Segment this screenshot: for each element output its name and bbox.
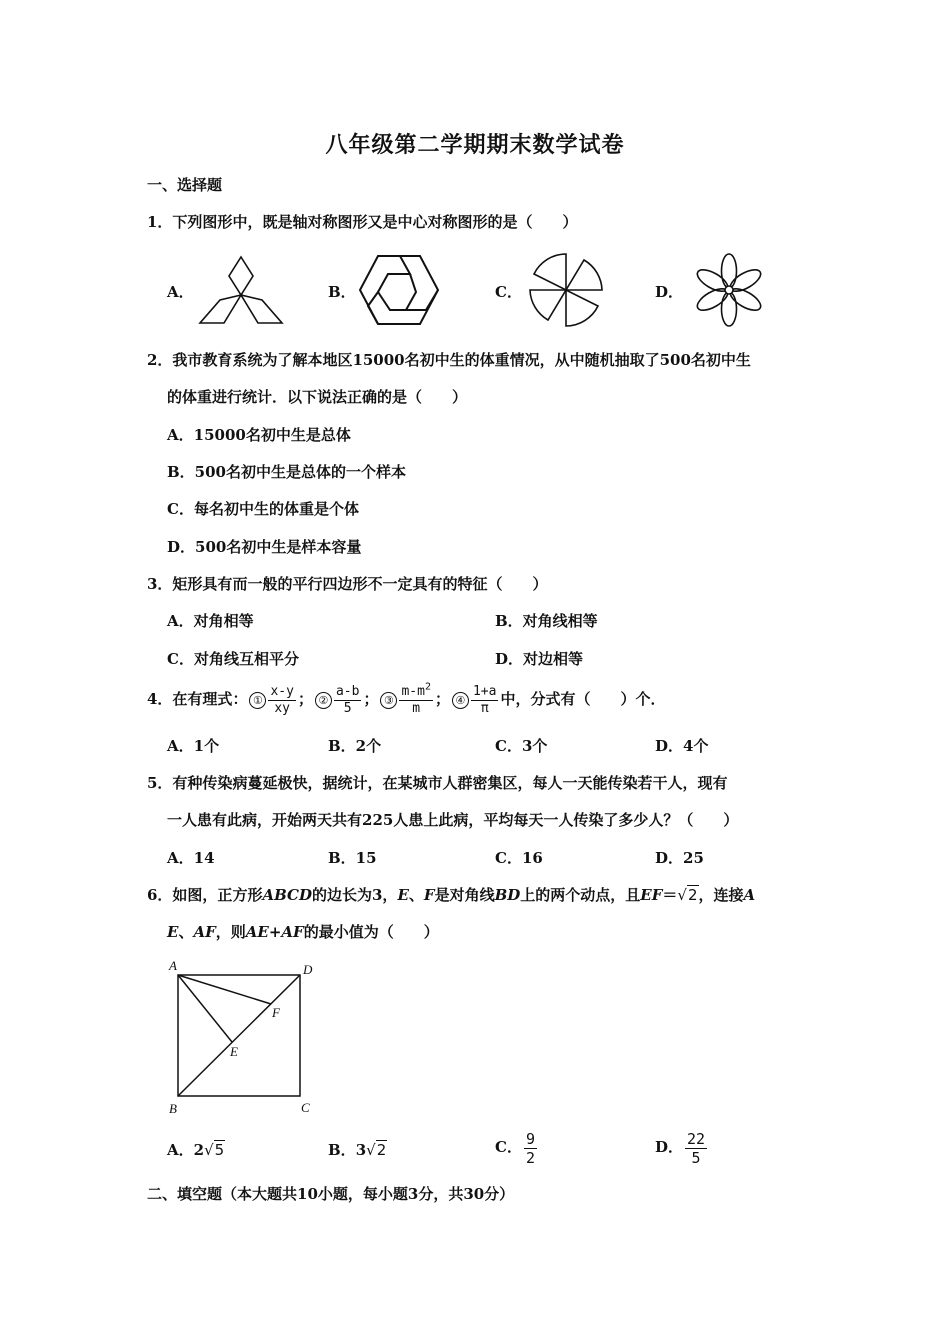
question-6-line-2 <box>167 921 439 942</box>
q4-prefix: 4．在有理式： <box>147 690 248 708</box>
q6-l2-text-2: ，则 <box>215 923 246 941</box>
q2-option-c: C．每名初中生的体重是个体 <box>167 500 359 518</box>
q6-opt-d-denominator: 5 <box>691 1148 701 1167</box>
q4-sep-2: ； <box>363 690 379 708</box>
q6-l2-var-sum: AE+AF <box>245 923 304 941</box>
q4-num-3: ③ <box>380 692 397 709</box>
q6-sqrt-2: √2 <box>677 886 698 904</box>
q6-option-d <box>655 1129 709 1167</box>
q6-opt-a-radicand: 5 <box>214 1141 225 1159</box>
q6-opt-b-coef: 3 <box>355 1141 367 1159</box>
label-d: D <box>303 962 313 977</box>
question-5-line-1: 5．有种传染病蔓延极快，据统计，在某城市人群密集区，每人一天能传染若干人，现有 <box>147 774 728 792</box>
q1-figure-b-rotational-hexagon <box>358 252 440 328</box>
q6-text-2: 的边长为3， <box>312 886 398 904</box>
label-b: B <box>169 1101 177 1116</box>
q1-figure-a-three-rhombi <box>198 255 284 327</box>
q4-f1-denominator: xy <box>274 700 291 716</box>
q4-fraction-4 <box>471 684 498 717</box>
segment-af <box>178 975 271 1004</box>
q5-option-c: C．16 <box>495 849 543 867</box>
q6-var-abcd: ABCD <box>262 886 312 904</box>
q6-var-ef: EF <box>640 886 663 904</box>
q4-f3-numerator-base: m-m <box>401 683 425 699</box>
q2-option-a: A．15000名初中生是总体 <box>167 426 351 444</box>
q4-num-4: ④ <box>452 692 469 709</box>
question-3-stem: 3．矩形具有而一般的平行四边形不一定具有的特征（ ） <box>147 575 548 593</box>
question-6-line-1 <box>147 884 755 905</box>
q6-l2-text-1: 、 <box>178 923 194 941</box>
q1-figure-d-flower <box>688 250 770 330</box>
q4-f2-denominator: 5 <box>343 700 352 716</box>
question-1-stem: 1．下列图形中，既是轴对称图形又是中心对称图形的是（ ） <box>147 213 578 231</box>
q6-option-c <box>495 1129 539 1167</box>
q6-opt-b-sqrt: √2 <box>366 1141 387 1159</box>
q4-f3-numerator <box>399 681 433 701</box>
q4-fraction-2 <box>334 684 361 717</box>
q3-option-d: D．对边相等 <box>495 650 584 668</box>
q2-option-d: D．500名初中生是样本容量 <box>167 538 362 556</box>
q1-option-b-label: B． <box>328 283 356 301</box>
q6-text-3: 、 <box>408 886 424 904</box>
q4-suffix: 中，分式有（ ）个． <box>500 690 666 708</box>
q3-option-a: A．对角相等 <box>167 612 254 630</box>
q6-opt-d-label: D． <box>655 1138 684 1156</box>
q6-opt-b-radicand: 2 <box>376 1141 387 1159</box>
q4-f3-exponent: 2 <box>424 681 431 693</box>
q6-text-7: ，连接 <box>698 886 744 904</box>
q1-option-a-label: A． <box>167 283 194 301</box>
q6-var-a: A <box>743 886 756 904</box>
question-5-line-2: 一人患有此病，开始两天共有225人患上此病，平均每天一人传染了多少人？（ ） <box>167 811 739 829</box>
label-e: E <box>230 1044 238 1059</box>
q3-option-c: C．对角线互相平分 <box>167 650 299 668</box>
q5-option-b: B．15 <box>328 849 377 867</box>
q3-option-b: B．对角线相等 <box>495 612 598 630</box>
q1-figure-c-pinwheel <box>526 252 606 328</box>
question-2-line-2: 的体重进行统计．以下说法正确的是（ ） <box>167 388 468 406</box>
q4-f4-denominator: π <box>480 700 489 716</box>
q4-fraction-3 <box>399 681 433 717</box>
q4-option-a: A．1个 <box>167 737 220 755</box>
q4-sep-3: ； <box>434 690 450 708</box>
q6-l2-var-e: E <box>167 923 179 941</box>
q6-opt-a-sqrt: √5 <box>204 1141 225 1159</box>
q6-text-6: ＝ <box>662 886 678 904</box>
q6-l2-var-af: AF <box>193 923 216 941</box>
q4-f4-numerator: 1+a <box>472 683 497 699</box>
q1-option-d-label: D． <box>655 283 684 301</box>
q6-sqrt-2-radicand: 2 <box>687 886 698 904</box>
q6-opt-c-fraction <box>524 1130 537 1167</box>
q6-opt-d-numerator: 22 <box>687 1129 706 1148</box>
question-4-stem <box>147 681 665 717</box>
page-title: 八年级第二学期期末数学试卷 <box>325 132 625 158</box>
label-f: F <box>272 1005 280 1020</box>
q6-text-1: 6．如图，正方形 <box>147 886 263 904</box>
label-c: C <box>301 1100 310 1115</box>
q6-option-a <box>167 1139 225 1160</box>
q6-opt-c-denominator: 2 <box>525 1148 535 1167</box>
q4-option-b: B．2个 <box>328 737 382 755</box>
q4-f1-numerator: x-y <box>270 683 294 699</box>
q2-option-b: B．500名初中生是总体的一个样本 <box>167 463 406 481</box>
q6-text-4: 是对角线 <box>434 886 495 904</box>
q4-num-1: ① <box>249 692 266 709</box>
section-heading-fill-in: 二、填空题（本大题共10小题，每小题3分，共30分） <box>147 1185 515 1203</box>
q6-var-e: E <box>397 886 409 904</box>
q6-opt-a-label: A． <box>167 1141 194 1159</box>
q6-option-b <box>328 1139 387 1160</box>
segment-ae <box>178 975 232 1042</box>
q5-option-a: A．14 <box>167 849 215 867</box>
q4-option-c: C．3个 <box>495 737 548 755</box>
q4-option-d: D．4个 <box>655 737 709 755</box>
q6-opt-a-coef: 2 <box>193 1141 205 1159</box>
q4-sep-1: ； <box>297 690 313 708</box>
q6-var-bd: BD <box>494 886 521 904</box>
section-heading-choice: 一、选择题 <box>147 176 223 194</box>
q6-l2-text-3: 的最小值为（ ） <box>303 923 439 941</box>
q5-option-d: D．25 <box>655 849 704 867</box>
diagonal-bd <box>178 975 300 1096</box>
q6-opt-c-label: C． <box>495 1138 522 1156</box>
q6-opt-c-numerator: 9 <box>525 1129 535 1148</box>
q1-option-c-label: C． <box>495 283 522 301</box>
question-2-line-1: 2．我市教育系统为了解本地区15000名初中生的体重情况，从中随机抽取了500名初中生 <box>147 351 751 369</box>
label-a: A <box>169 958 177 973</box>
q6-var-f: F <box>423 886 435 904</box>
q6-square-figure <box>165 958 325 1118</box>
q4-f2-numerator: a-b <box>335 683 360 699</box>
q4-fraction-1 <box>268 684 295 717</box>
q6-opt-d-fraction <box>685 1130 707 1167</box>
q4-f3-denominator: m <box>412 700 421 716</box>
q6-opt-b-label: B． <box>328 1141 356 1159</box>
q4-num-2: ② <box>315 692 332 709</box>
q6-text-5: 上的两个动点，且 <box>520 886 641 904</box>
